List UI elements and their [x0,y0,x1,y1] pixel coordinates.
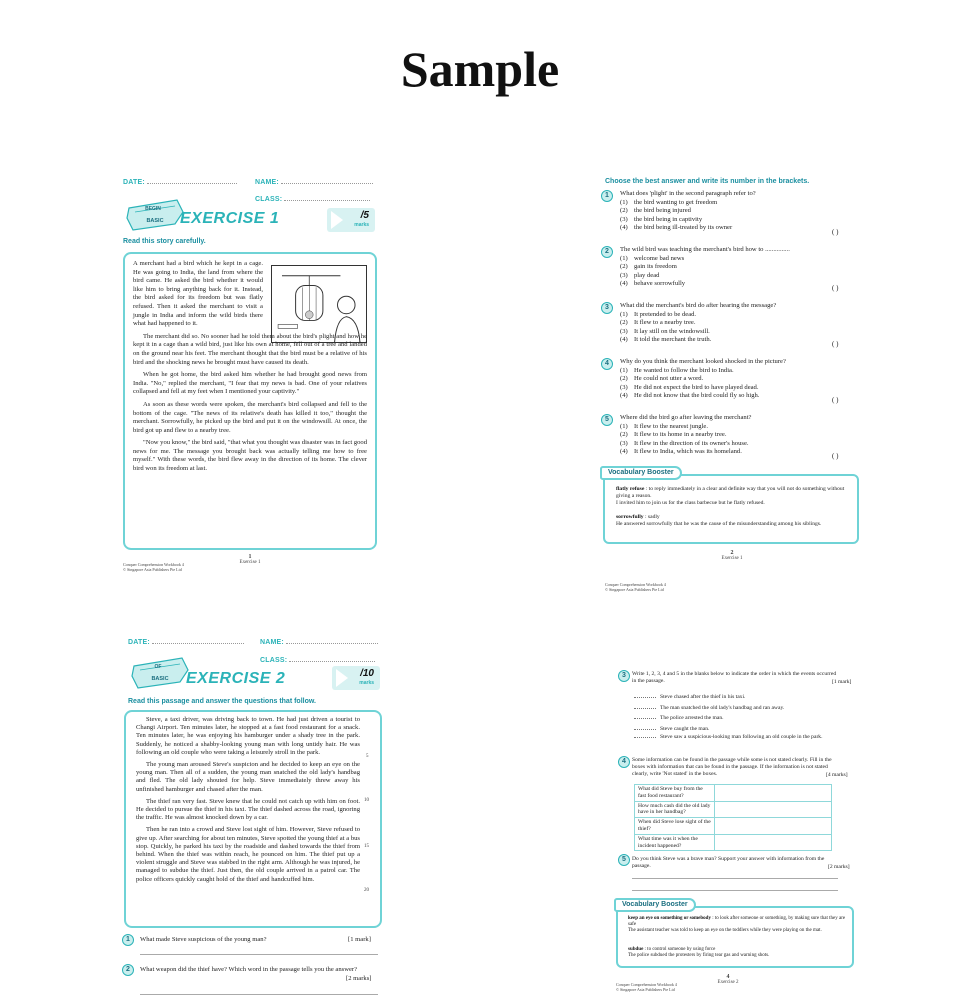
table-row [635,818,832,835]
page-3 [120,632,390,1000]
answer-bracket[interactable]: ( ) [832,228,839,236]
vocab-definition: : sadly [644,514,660,520]
vocab-entry-1 [628,916,848,935]
option: (2) It flew to a nearby tree. [620,319,696,326]
page-caption: Exercise 1 [239,560,261,565]
document-title: Sample [400,41,560,97]
vocab-definition: : to reply immediately in a clear and definite way that you will not do something without giving a reason. [616,486,845,499]
marks-label: marks [359,680,374,686]
badge-bottom-text: BASIC [146,218,164,224]
info-table [634,784,832,851]
page-number-value: 4 [726,974,730,980]
class-field [260,656,375,664]
question-number: 3 [601,302,613,314]
table-row [635,801,832,818]
question-number: 3 [618,670,630,682]
page-2 [600,170,870,600]
option: (1) It flew to the nearest jungle. [620,422,708,430]
story-text [133,260,367,478]
table-row [635,785,832,802]
date-label: DATE: [128,639,150,646]
question-3 [632,671,838,685]
answer-line[interactable] [140,954,378,955]
question-4 [620,358,860,401]
option: (3) He did not expect the bird to have played dead. [620,383,759,391]
vocab-definition: : to control someone by using force [644,947,716,952]
story-paragraph: When he got home, the bird asked him whether he had brought good news from India. "No," replied the merchant, "I fear that my news is bad. One of your relatives collapsed and fell at my feet when I mentioned your captivity." [133,371,367,396]
event-item: Steve saw a suspicious-looking man following an old couple in the park. [634,734,834,741]
event-item: Steve caught the man. [634,724,834,735]
date-label: DATE: [123,179,145,186]
option: (4) the bird being ill-treated by its owner [620,224,733,231]
instruction: Read this story carefully. [123,238,206,245]
question-5 [632,856,838,870]
question-4 [632,757,832,778]
answer-bracket[interactable]: ( ) [832,396,839,404]
page-number-value: 2 [730,550,734,556]
question-marks: [1 mark] [832,679,852,685]
arrow-icon [331,211,343,229]
vocab-example: The assistant teacher was told to keep an eye on the toddlers while they were playing on the mat. [628,928,822,934]
footer-line: Conquer Comprehension Workbook 4 [616,982,677,987]
footer-credits [123,562,184,572]
story-paragraph: The merchant did so. No sooner had he told them about the bird's plight and how he kept it in a cage than a wild bird, just like his own at home, fell out of a tree and landed on the ground near his feet. The merchant thought that the bird must be a relative of his bird and the shocking news he brought must have caused its death. [133,332,367,366]
instruction: Choose the best answer and write its number in the brackets. [605,178,810,185]
answer-line[interactable] [140,994,378,995]
date-field [123,178,237,186]
question-2 [620,246,860,289]
table-answer-cell[interactable] [715,818,832,835]
option: (3) the bird being in captivity [620,215,703,223]
level-badge [130,656,192,690]
footer-line: © Singapore Asia Publishers Pte Ltd [123,567,182,572]
name-field [260,638,378,646]
exercise-title: EXERCISE 1 [180,210,280,227]
passage-text [136,716,360,888]
vocab-example: The police subdued the protesters by firing tear gas and warning shots. [628,953,770,959]
question-1 [620,190,860,233]
option: (1) the bird wanting to get freedom [620,198,718,206]
option: (4) It flew to India, which was its homeland. [620,448,742,455]
answer-bracket[interactable]: ( ) [832,284,839,292]
answer-line[interactable] [632,890,838,891]
question-number: 1 [122,934,134,946]
question-number: 4 [618,756,630,768]
question-number: 2 [601,246,613,258]
exercise-title: EXERCISE 2 [186,670,286,687]
passage-paragraph: Then he ran into a crowd and Steve lost sight of him. However, Steve refused to give up. After searching for about ten minutes, Steve spotted the young thief at a bus stop. Quickly, he parked his taxi by the roadside and dashed towards the thief from behind. When the thief was within reach, he pounced on him. The thief put up a violent struggle and Steve was stabbed in the right arm. Although he was injured, he managed to subdue the thief. Just then, the old couple arrived in a patrol car. The police officers quickly caught hold of the thief and handcuffed him. [136,826,360,883]
question-text: What weapon did the thief have? Which word in the passage tells you the answer? [140,966,358,973]
passage-paragraph: The thief ran very fast. Steve knew that he could not catch up with him on foot. He decided to pursue the thief in his taxi. The thief dashed across the road, ignoring the traffic. He was almost knocked down by a car. [136,797,360,822]
option: (3) play dead [620,271,660,279]
page-caption: Exercise 2 [717,980,739,985]
question-number: 4 [601,358,613,370]
date-field [128,638,244,646]
option: (4) It told the merchant the truth. [620,336,712,343]
vocab-word: keep an eye on something or somebody [628,916,711,921]
vocab-word: flatly refuse [616,486,645,492]
question-text: Where did the bird go after leaving the merchant? [620,414,752,421]
passage-paragraph: Steve, a taxi driver, was driving back to town. He had just driven a tourist to Changi Airport. Ten minutes later, he stopped at a fast food restaurant for a snack. Ten minutes later, he was enjoying his hamburger under a shady tree in the park. Suddenly, he noticed a shabby-looking young man with long untidy hair. He was following an old couple who were taking a leisurely stroll in the park. [136,716,360,756]
question-text: Write 1, 2, 3, 4 and 5 in the blanks below to indicate the order in which the events occurred in the passage. [632,671,837,684]
marks-box [332,666,380,690]
table-answer-cell[interactable] [715,834,832,851]
option: (4) behave sorrowfully [620,280,686,287]
event-list [634,692,834,741]
page-number-value: 1 [248,554,252,560]
question-number: 2 [122,964,134,976]
option: (2) gain its freedom [620,263,677,270]
vocab-example: I invited him to join us for the class barbecue but he flatly refused. [616,500,765,506]
name-label: NAME: [255,179,279,186]
vocabulary-booster-title: Vocabulary Booster [600,466,682,480]
question-number: 5 [618,854,630,866]
table-row [635,834,832,851]
table-answer-cell[interactable] [715,801,832,818]
badge-top-text: BEGIN [145,206,161,212]
option: (2) He could not utter a word. [620,375,704,382]
question-number: 5 [601,414,613,426]
event-item: The man snatched the old lady's handbag and ran away. [634,703,834,714]
footer-line: © Singapore Asia Publishers Pte Ltd [605,587,664,592]
question-text: Some information can be found in the passage while some is not stated clearly. Fill in the boxes with information that can be found in the passage. If the information is not stated clearly, write 'Not stated' in the boxes. [632,757,832,777]
table-question: What time was it when the incident happened? [635,834,715,851]
name-field [255,178,373,186]
marks-value: /10 [360,668,374,679]
marks-value: /5 [360,210,369,221]
level-badge [125,198,187,232]
option: (4) He did not know that the bird could fly so high. [620,392,760,399]
vocab-entry-2 [628,947,848,959]
badge-bottom-text: BASIC [151,676,169,682]
option: (3) It lay still on the windowsill. [620,327,710,335]
event-item: The police arrested the man. [634,713,834,724]
marks-box [327,208,375,232]
marks-label: marks [354,222,369,228]
page-4 [612,662,862,996]
page-number [712,550,752,561]
footer-line: © Singapore Asia Publishers Pte Ltd [616,987,675,992]
footer-line: Conquer Comprehension Workbook 4 [123,562,184,567]
vocab-entry-2 [616,514,852,528]
vocabulary-booster [603,474,859,544]
class-label: CLASS: [255,196,283,203]
line-number: 10 [364,798,369,803]
order-blank[interactable] [634,729,656,730]
table-question: What did Steve buy from the fast food restaurant? [635,785,715,802]
question-1 [140,936,380,945]
event-item: Steve chased after the thief in his taxi. [634,692,834,703]
footer-credits [616,982,677,992]
question-text: What does 'plight' in the second paragraph refer to? [620,190,756,197]
line-number: 15 [364,844,369,849]
vocab-word: sorrowfully [616,514,644,520]
page-1 [115,170,385,600]
option: (3) It flew in the direction of its owner's house. [620,439,749,447]
question-2 [140,966,358,975]
question-number: 1 [601,190,613,202]
option: (2) It flew to its home in a nearby tree. [620,431,727,438]
vocab-example: He answered sorrowfully that he was the cause of the misunderstanding among his siblings. [616,521,822,527]
answer-bracket[interactable]: ( ) [832,340,839,348]
question-text: Do you think Steve was a brave man? Support your answer with information from the passage. [632,856,825,869]
question-text: What did the merchant's bird do after hearing the message? [620,302,777,309]
class-field [255,195,370,203]
footer-line: Conquer Comprehension Workbook 4 [605,582,666,587]
page-caption: Exercise 1 [721,556,743,561]
question-text: The wild bird was teaching the merchant's bird how to ............... [620,246,790,253]
option: (1) It pretended to be dead. [620,310,697,318]
class-label: CLASS: [260,657,288,664]
order-blank[interactable] [634,697,656,698]
arrow-icon [336,669,348,687]
order-blank[interactable] [634,718,656,719]
footer-credits [605,582,666,592]
question-3 [620,302,860,345]
line-number: 5 [366,754,369,759]
order-blank[interactable] [634,708,656,709]
story-paragraph: "Now you know," the bird said, "that what you thought was disaster was in fact good news for me. The message you brought back was actually telling me how to free myself." With these words, the bird flew away in the direction of its home. The clever bird won its freedom at last. [133,439,367,473]
question-text: What made Steve suspicious of the young man? [140,936,267,943]
vocab-entry-1 [616,486,852,507]
answer-line[interactable] [632,878,838,879]
instruction: Read this passage and answer the questions that follow. [128,698,316,705]
option: (2) the bird being injured [620,207,691,214]
question-marks: [1 mark] [348,936,371,943]
vocab-word: subdue [628,947,644,952]
question-marks: [4 marks] [826,772,848,778]
vocabulary-booster-title: Vocabulary Booster [614,898,696,912]
question-marks: [2 marks] [828,864,850,870]
order-blank[interactable] [634,737,656,738]
vocab-definition: : to look after someone or something, by making sure that they are safe [628,916,846,928]
page-number [708,974,748,985]
option: (1) He wanted to follow the bird to India. [620,366,734,374]
question-text: Why do you think the merchant looked shocked in the picture? [620,358,786,365]
table-question: When did Steve lose sight of the thief? [635,818,715,835]
table-question: How much cash did the old lady have in her handbag? [635,801,715,818]
page-number [230,554,270,565]
line-number: 20 [364,888,369,893]
badge-top-text: OF [154,664,162,670]
option: (1) welcome bad news [620,254,685,262]
name-label: NAME: [260,639,284,646]
table-answer-cell[interactable] [715,785,832,802]
story-paragraph: A merchant had a bird which he kept in a cage. He was going to India, the land from where the bird came. He asked the bird whether it would like him to bring anything back for it. Instead, the bird asked for its freedom but was flatly refused. Then it asked the merchant to visit a jungle in India and inform the wild birds there what had happened to it. [133,260,263,328]
question-marks: [2 marks] [346,975,372,982]
passage-paragraph: The young man aroused Steve's suspicion and he decided to keep an eye on the young man. Then all of a sudden, the young man snatched the old lady's handbag and fled. The old lady shouted for help. Steve immediately threw away his unfinished hamburger and chased after the man. [136,761,360,793]
question-5 [620,414,860,457]
story-paragraph: As soon as these words were spoken, the merchant's bird collapsed and fell to the bottom of the cage. "The news of its relative's death has killed it too," thought the merchant. Sorrowfully, he picked up the bird and put it on the windowsill. At once, the bird got up and flew to a nearby tree. [133,400,367,434]
answer-bracket[interactable]: ( ) [832,452,839,460]
